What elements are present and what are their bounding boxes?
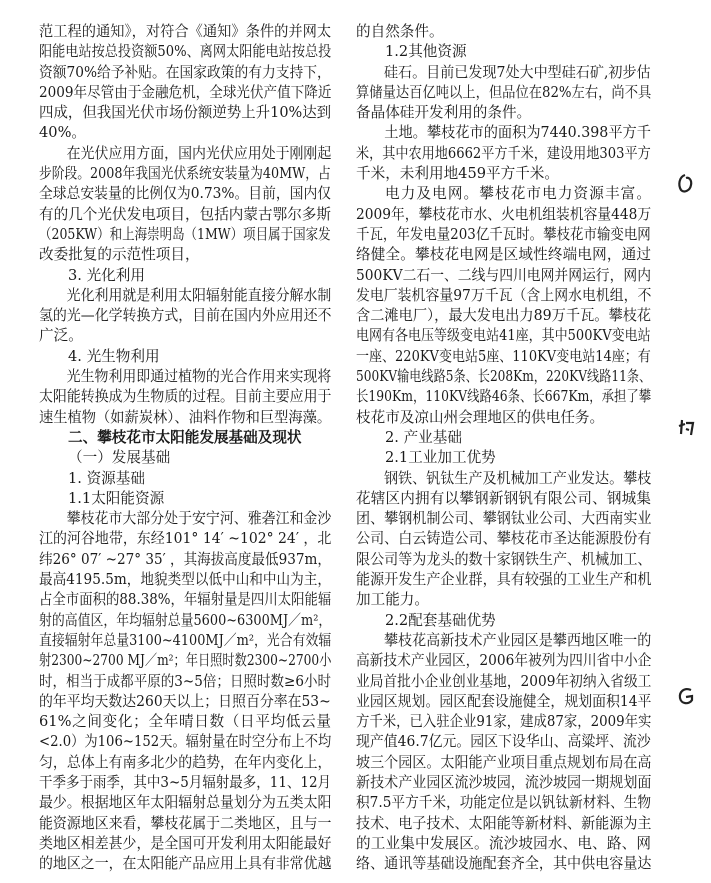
text-line: 钢铁、钒钛生产及机械加工产业发达。攀枝 bbox=[383, 469, 652, 487]
text-line: 占全市面积的88.38%，年辐射量是四川太阳能辐 bbox=[39, 591, 332, 609]
text-line: 的年平均天数达260天以上；日照百分率在53~ bbox=[39, 692, 331, 710]
text-line: 太阳能转换成为生物质的过程。目前主要应用于 bbox=[39, 388, 332, 406]
text-line: 氢的光—化学转换方式，目前在国内外应用还不 bbox=[39, 307, 332, 325]
text-line: 1.2其他资源 bbox=[385, 43, 467, 61]
text-line: 能资源地区来看，攀枝花属于二类地区，且与一 bbox=[39, 814, 332, 832]
text-line: 电网有各电压等级变电站41座，其中500KV变电站 bbox=[356, 327, 651, 345]
text-line: 有的几个光伏发电项目，包括内蒙古鄂尔多斯 bbox=[39, 205, 331, 223]
text-line: 2.1工业加工优势 bbox=[385, 449, 496, 467]
text-line: 电力及电网。攀枝花市电力资源丰富。 bbox=[385, 185, 651, 203]
text-line: 业局首批小企业创业基地，2009年初纳入省级工 bbox=[356, 672, 652, 690]
text-line: 积7.5平方千米，功能定位是以钒钛新材料、生物 bbox=[356, 794, 652, 812]
text-line: （205KW）和上海崇明岛（1MW）项目属于国家发 bbox=[39, 225, 331, 243]
text-line: 射2300~2700 MJ／m²；年日照时数2300~2700小 bbox=[39, 652, 332, 670]
text-line: <2.0）为106~152天。辐射量在时空分布上不均 bbox=[39, 733, 332, 751]
text-line: 速生植物（如薪炭林）、油料作物和巨型海藻。 bbox=[39, 408, 332, 426]
text-line: 技术、电子技术、太阳能等新材料、新能源为主 bbox=[356, 814, 652, 832]
text-line: 的自然条件。 bbox=[356, 23, 444, 40]
text-line: 江的河谷地带，东经101° 14′ ~102° 24′ ，北 bbox=[39, 530, 332, 548]
text-line: 1. 资源基础 bbox=[68, 469, 145, 487]
text-line: 千瓦，年发电量203亿千瓦时。攀枝花市输变电网 bbox=[356, 225, 651, 243]
text-line: 枝花市及凉山州会理地区的供电任务。 bbox=[356, 408, 605, 426]
text-line: 最少。根据地区年太阳辐射总量划分为五类太阳 bbox=[39, 794, 332, 812]
text-line: 2009年，攀枝花市水、火电机组装机容量448万 bbox=[356, 205, 652, 223]
text-line: 射的高值区，年均辐射总量5600~6300MJ／m²， bbox=[39, 611, 332, 629]
text-line: 四成，但我国光伏市场份额逆势上升10%达到 bbox=[39, 104, 332, 122]
text-line: 含二滩电厂），最大发电出力89万千瓦。攀枝花 bbox=[356, 307, 652, 325]
text-line: 业园区规划。园区配套设施健全，规划面积14平 bbox=[356, 692, 652, 710]
text-line: 能源开发生产企业群，具有较强的工业生产和机 bbox=[356, 571, 652, 589]
text-line: 坡三个园区。太阳能产业项目重点规划布局在高 bbox=[356, 753, 652, 771]
text-line: 2009年尽管由于金融危机，全球光伏产值下降近 bbox=[39, 83, 332, 101]
text-line: 1.1太阳能资源 bbox=[68, 489, 165, 507]
text-line: 加工能力。 bbox=[356, 591, 429, 609]
text-line: 光化利用就是利用太阳辐射能直接分解水制 bbox=[66, 286, 332, 304]
text-line: 直接辐射年总量3100~4100MJ／m²，光合有效辐 bbox=[39, 631, 332, 649]
left-text-column bbox=[39, 22, 331, 874]
text-line: 时，相当于成都平原的3~5倍；日照时数≥6小时 bbox=[39, 672, 332, 690]
text-line: 发电厂装机容量97万千瓦（含上网水电机组，不 bbox=[356, 286, 652, 304]
margin-handwritten-mark-icon bbox=[676, 172, 694, 194]
text-line: 千米，未利用地459平方千米。 bbox=[356, 165, 559, 183]
text-line: 步阶段。2008年我国光伏系统安装量为40MW，占 bbox=[39, 165, 331, 183]
section-heading: 二、攀枝花市太阳能发展基础及现状 bbox=[68, 428, 302, 446]
text-line: 备晶体硅开发利用的条件。 bbox=[356, 104, 532, 122]
text-line: 土地。攀枝花市的面积为7440.398平方千 bbox=[384, 124, 651, 142]
text-line: 在光伏应用方面，国内光伏应用处于刚刚起 bbox=[66, 144, 332, 162]
text-line: 方千米，已入驻企业91家，建成87家，2009年实 bbox=[356, 713, 652, 731]
margin-handwritten-mark-icon bbox=[676, 685, 696, 707]
text-line: 匀，总体上有南多北少的趋势，在年内变化上， bbox=[39, 753, 332, 771]
text-line: 攀枝花高新技术产业园区是攀西地区唯一的 bbox=[383, 631, 652, 649]
text-line: 最高4195.5m，地貌类型以低中山和中山为主， bbox=[39, 571, 331, 589]
text-line: 算储量达百亿吨以上，但品位在82%左右，尚不具 bbox=[356, 83, 652, 101]
text-line: 2. 产业基础 bbox=[385, 428, 462, 446]
text-line: 阳能电站按总投资额50%、离网太阳能电站按总投 bbox=[39, 43, 332, 61]
right-text-column bbox=[356, 22, 651, 874]
text-line: （一）发展基础 bbox=[68, 449, 171, 467]
text-line: 长190Km，110KV线路46条、长667Km，承担了攀 bbox=[356, 388, 652, 406]
text-line: 一座、220KV变电站5座、110KV变电站14座；有 bbox=[356, 347, 651, 365]
text-line: 范工程的通知》，对符合《通知》条件的并网太 bbox=[39, 23, 332, 40]
text-line: 全球总安装量的比例仅为0.73%。目前，国内仅 bbox=[39, 185, 332, 203]
text-line: 61%之间变化；全年晴日数（日平均低云量 bbox=[39, 713, 331, 731]
text-line: 高新技术产业园区，2006年被列为四川省中小企 bbox=[356, 652, 652, 670]
text-line: 改委批复的示范性项目， bbox=[39, 246, 200, 264]
text-line: 花辖区内拥有以攀钢新钢钒有限公司、钢城集 bbox=[356, 489, 651, 507]
text-line: 公司、白云铸造公司、攀枝花市圣达能源股份有 bbox=[356, 530, 652, 548]
text-line: 团、攀钢机制公司、攀钢钛业公司、大西南实业 bbox=[356, 510, 652, 528]
text-line: 2.2配套基础优势 bbox=[385, 611, 496, 629]
text-line: 的工业集中发展区。流沙坡园水、电、路、网 bbox=[356, 834, 651, 852]
text-line: 限公司等为龙头的数十家钢铁生产、机械加工、 bbox=[356, 550, 652, 568]
text-line: 纬26° 07′ ~27° 35′ ，其海拔高度最低937m， bbox=[39, 550, 331, 568]
text-line: 现产值46.7亿元。园区下设华山、高粱坪、流沙 bbox=[356, 733, 651, 751]
text-line: 新技术产业园区流沙坡园，流沙坡园一期规划面 bbox=[356, 773, 652, 791]
text-line: 络健全。攀枝花电网是区域性终端电网，通过 bbox=[356, 246, 651, 264]
text-line: 攀枝花市大部分处于安宁河、雅砻江和金沙 bbox=[66, 510, 332, 528]
text-line: 4. 光生物利用 bbox=[68, 347, 160, 365]
text-line: 3. 光化利用 bbox=[68, 266, 145, 284]
text-line: 硅石。目前已发现7处大中型硅石矿,初步估 bbox=[383, 63, 651, 81]
margin-handwritten-mark-icon bbox=[676, 417, 696, 439]
text-line: 类地区相差甚少，是全国可开发利用太阳能最好 bbox=[39, 834, 332, 852]
text-line: 500KV二石一、二线与四川电网并网运行，网内 bbox=[356, 266, 651, 284]
text-line: 络、通讯等基础设施配套齐全，其中供电容量达 bbox=[356, 855, 652, 873]
text-line: 光生物利用即通过植物的光合作用来实现将 bbox=[66, 368, 332, 386]
text-line: 干季多于雨季，其中3~5月辐射最多，11、12月 bbox=[39, 773, 332, 791]
text-line: 的地区之一，在太阳能产品应用上具有非常优越 bbox=[39, 855, 332, 873]
text-line: 米，其中农用地6662平方千米，建设用地303平方 bbox=[356, 144, 651, 162]
text-line: 40%。 bbox=[39, 124, 87, 142]
text-line: 500KV输电线路5条、长208Km，220KV线路11条、 bbox=[356, 368, 652, 386]
text-line: 资额70%给予补贴。在国家政策的有力支持下， bbox=[39, 63, 331, 81]
text-line: 广泛。 bbox=[39, 327, 83, 345]
